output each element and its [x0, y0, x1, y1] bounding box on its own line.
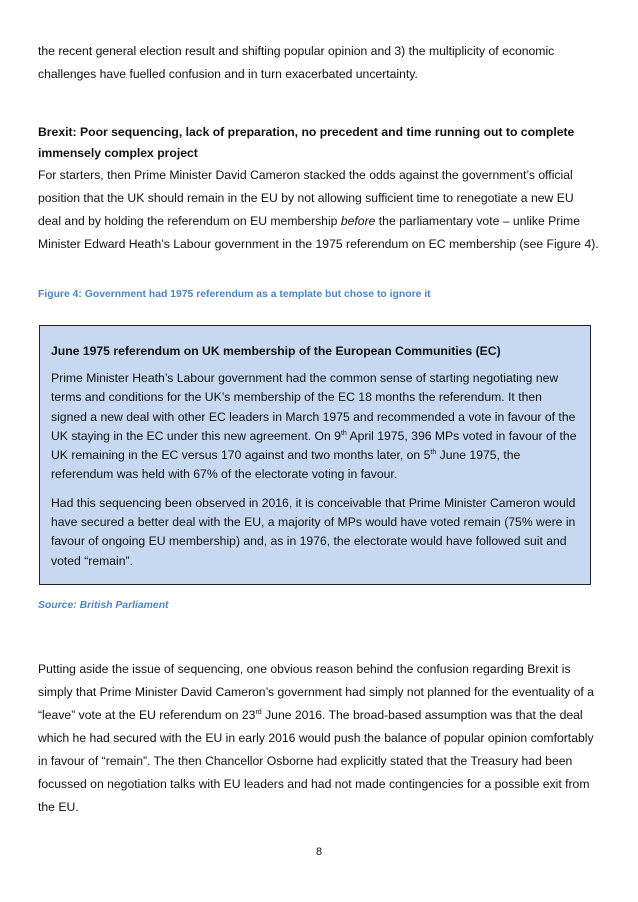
figure-caption: Figure 4: Government had 1975 referendum as a template but chose to ignore it: [38, 289, 431, 300]
closing-paragraph: [38, 658, 600, 819]
section-paragraph-part1: For starters, then Prime Minister David Cameron stacked the odds against the government’s official position that the UK should remain in the EU by not allowing sufficient time to renegotiate a new EU deal and by holding the referendum on EU membership: [38, 168, 574, 228]
superscript-th-1: th: [340, 429, 347, 437]
section-paragraph: [38, 164, 600, 256]
figure-box: [39, 325, 591, 585]
section-paragraph-emphasis: before: [340, 214, 376, 228]
closing-paragraph-part2: June 2016. The broad-based assumption was that the deal which he had secured with the EU in early 2016 would push the balance of popular opinion comfortably in favour of “remain”. The then Chancellor Osborne had explicitly stated that the Treasury had been focussed on negotiation talks with EU leaders and had not made contingencies for a possible exit from the EU.: [38, 708, 594, 814]
superscript-rd: rd: [255, 708, 262, 716]
closing-paragraph-part1: Putting aside the issue of sequencing, one obvious reason behind the confusion regarding Brexit is simply that Prime Minister David Cameron’s government had simply not planned for the eventuality of a “leave” vote at the EU referendum on 23: [38, 662, 594, 722]
page-number: 8: [315, 846, 323, 858]
section-heading: Brexit: Poor sequencing, lack of preparation, no precedent and time running out to complete immensely complex project: [38, 125, 575, 160]
intro-paragraph: the recent general election result and shifting popular opinion and 3) the multiplicity of economic challenges have fuelled confusion and in turn exacerbated uncertainty.: [38, 44, 555, 81]
figure-box-title: June 1975 referendum on UK membership of the European Communities (EC): [51, 344, 501, 358]
superscript-th-2: th: [430, 449, 437, 457]
figure-box-paragraph-1-part3: June 1975, the referendum was held with 67% of the electorate voting in favour.: [51, 448, 521, 482]
section-paragraph-part2: the parliamentary vote – unlike Prime Minister Edward Heath’s Labour government in the 1975 referendum on EC membership (see Figure 4).: [38, 214, 599, 251]
figure-source: Source: British Parliament: [38, 600, 169, 611]
figure-box-paragraph-1-part1: Prime Minister Heath’s Labour government had the common sense of starting negotiating new terms and conditions for the UK’s membership of the EC 18 months the referendum. It then signed a new deal with other EC leaders in March 1975 and recommended a vote in favour of the UK staying in the EC under this new agreement. On 9: [51, 371, 576, 443]
figure-box-paragraph-2: Had this sequencing been observed in 2016, it is conceivable that Prime Minister Cameron would have secured a better deal with the EU, a majority of MPs would have voted remain (75% were in favour of ongoing EU membership) and, as in 1976, the electorate would have followed suit and voted “remain”.: [51, 495, 576, 568]
figure-box-paragraph-1: [51, 369, 579, 485]
figure-box-paragraph-1-part2: April 1975, 396 MPs voted in favour of the UK remaining in the EC versus 170 against and two months later, on 5: [51, 428, 577, 463]
